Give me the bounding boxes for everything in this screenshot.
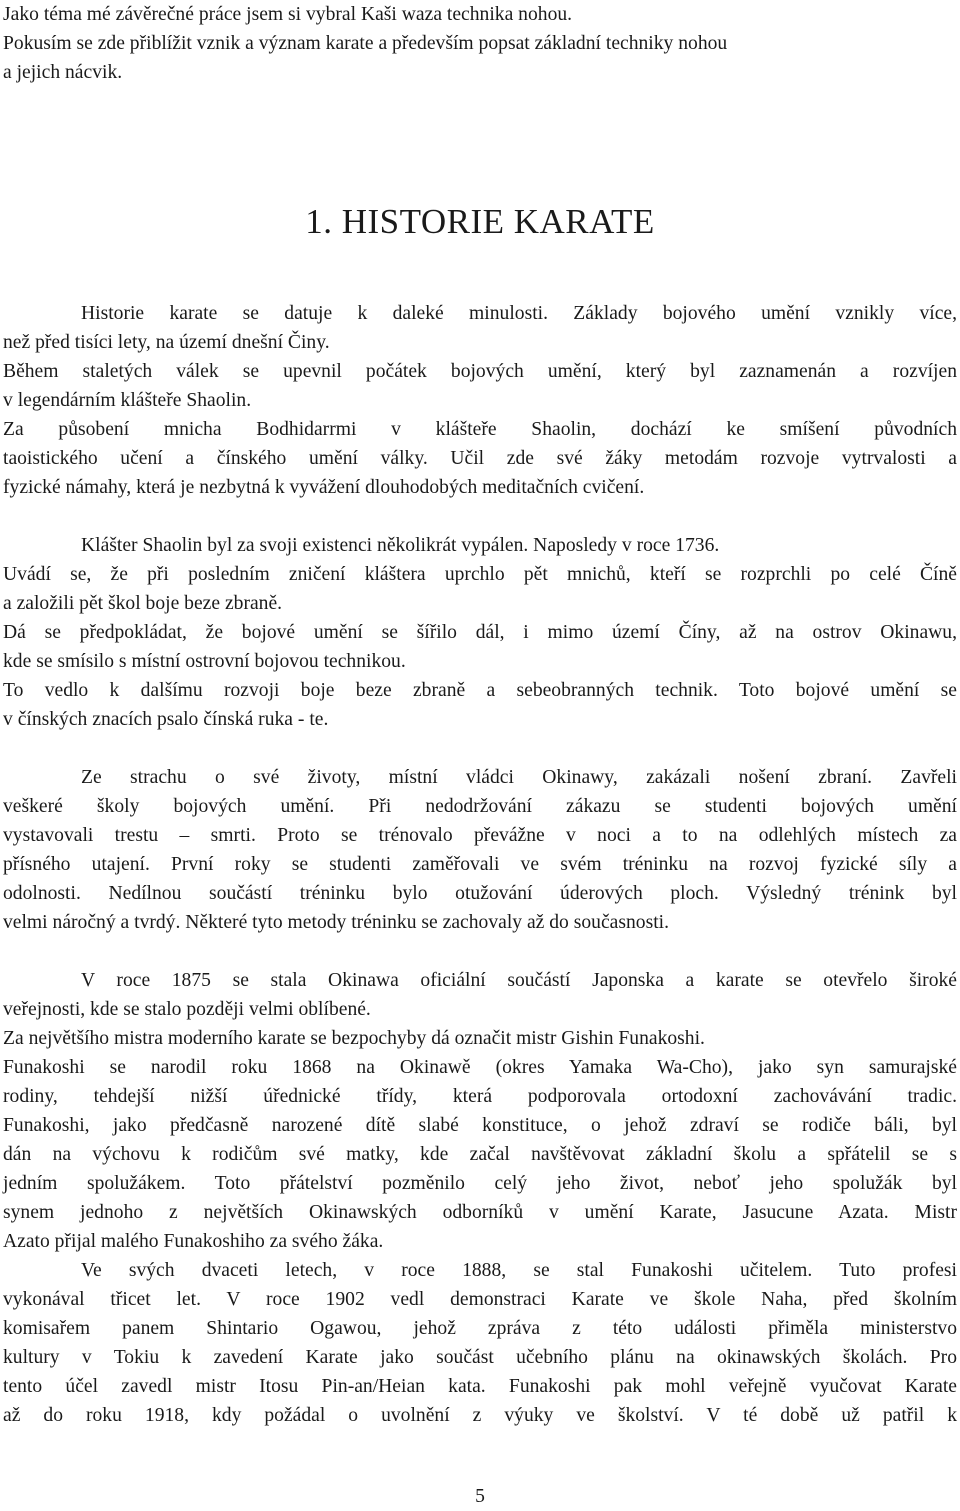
body-line: taoistického učení a čínského umění války. Učil zde své žáky metodám rozvoje vytrvalosti a [3,448,957,469]
body-line: Azato přijal malého Funakoshiho za svého žáka. [3,1231,384,1252]
body-line: v čínských znacích psalo čínská ruka - te. [3,709,329,730]
document-page [3,0,957,1509]
body-line: veškeré školy bojových umění. Při nedodržování zákazu se studenti bojových umění [3,796,957,817]
body-line: Během staletých válek se upevnil počátek bojových umění, který byl zaznamenán a rozvíjen [3,361,957,382]
intro-line: Pokusím se zde přiblížit vznik a význam karate a především popsat základní techniky nohou [3,33,728,54]
body-line: dán na výchovu k rodičům své matky, kde začal navštěvovat základní školu a spřátelil se s [3,1144,957,1165]
body-line: synem jednoho z největších Okinawských odborníků v umění Karate, Jasucune Azata. Mistr [3,1202,957,1223]
body-line: Za působení mnicha Bodhidarrmi v klášteře Shaolin, dochází ke smíšení původních [3,419,957,440]
body-line: Ze strachu o své životy, místní vládci Okinawy, zakázali nošení zbraní. Zavřeli [81,767,957,788]
intro-line: Jako téma mé závěrečné práce jsem si vybral Kaši waza technika nohou. [3,4,573,25]
body-line: v legendárním klášteře Shaolin. [3,390,252,411]
body-line: vykonával třicet let. V roce 1902 vedl demonstraci Karate ve škole Naha, před školním [3,1289,957,1310]
body-line: komisařem panem Shintario Ogawou, jehož zpráva z této události přiměla ministerstvo [3,1318,957,1339]
body-line: a založili pět škol boje beze zbraně. [3,593,283,614]
body-line: Funakoshi, jako předčasně narozené dítě slabé konstituce, o jehož zdraví se rodiče báli, byl [3,1115,957,1136]
body-line: Za největšího mistra moderního karate se bezpochyby dá označit mistr Gishin Funakoshi. [3,1028,705,1049]
intro-line: a jejich nácvik. [3,62,123,83]
body-line: kde se smísilo s místní ostrovní bojovou technikou. [3,651,406,672]
body-line: Dá se předpokládat, že bojové umění se šířilo dál, i mimo území Číny, až na ostrov Okinawu, [3,622,957,643]
body-line: Klášter Shaolin byl za svoji existenci několikrát vypálen. Naposledy v roce 1736. [81,535,720,556]
page-number: 5 [475,1486,485,1507]
body-line: velmi náročný a tvrdý. Některé tyto metody tréninku se zachovaly až do současnosti. [3,912,669,933]
section-heading: 1. HISTORIE KARATE [305,202,655,241]
body-line: Historie karate se datuje k daleké minulosti. Základy bojového umění vznikly více, [81,303,957,324]
body-line: přísného utajení. První roky se studenti zaměřovali ve svém tréninku na rozvoj fyzické síly a [3,854,957,875]
body-line: jedním spolužákem. Toto přátelství pozměnilo celý jeho život, neboť jeho spolužák byl [3,1173,957,1194]
body-line: fyzické námahy, která je nezbytná k vyvážení dlouhodobých meditačních cvičení. [3,477,645,498]
body-line: až do roku 1918, kdy požádal o uvolnění z výuky ve školství. V té době už patřil k [3,1405,957,1426]
body-line: rodiny, tehdejší nižší úřednické třídy, která podporovala ortodoxní zachovávání tradic. [3,1086,957,1107]
body-line: veřejnosti, kde se stalo později velmi oblíbené. [3,999,371,1020]
body-line: V roce 1875 se stala Okinawa oficiální součástí Japonska a karate se otevřelo široké [81,970,957,991]
body-line: kultury v Tokiu k zavedení Karate jako součást učebního plánu na okinawských školách. Pro [3,1347,957,1368]
body-line: To vedlo k dalšímu rozvoji boje beze zbraně a sebeobranných technik. Toto bojové umění se [3,680,957,701]
body-line: Ve svých dvaceti letech, v roce 1888, se stal Funakoshi učitelem. Tuto profesi [81,1260,957,1281]
body-line: vystavovali trestu – smrti. Proto se trénovalo převážne v noci a to na odlehlých místech za [3,825,957,846]
body-line: Uvádí se, že při posledním zničení kláštera uprchlo pět mnichů, kteří se rozprchli po celé Číně [3,564,957,585]
body-line: Funakoshi se narodil roku 1868 na Okinawě (okres Yamaka Wa-Cho), jako syn samurajské [3,1057,957,1078]
body-line: odolnosti. Nedílnou součástí tréninku bylo otužování úderových ploch. Výsledný trénink byl [3,883,957,904]
body-line: než před tisíci lety, na území dnešní Činy. [3,332,330,353]
body-line: tento účel zavedl mistr Itosu Pin-an/Heian kata. Funakoshi pak mohl veřejně vyučovat Karate [3,1376,957,1397]
